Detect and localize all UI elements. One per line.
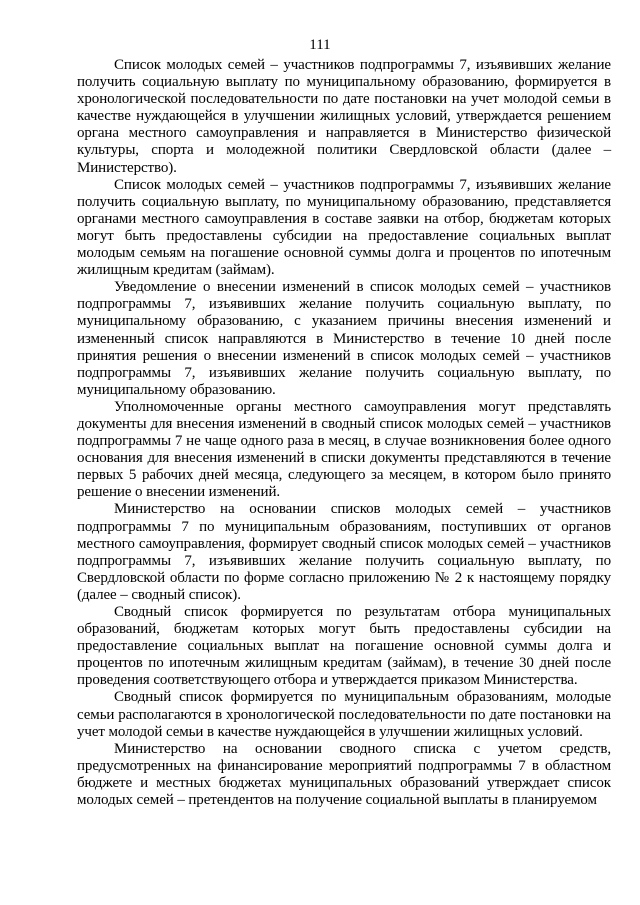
paragraph-8: Министерство на основании сводного списка с учетом средств, предусмотренных на финансирование мероприятий подпрограммы 7 в областном бюджете и местных бюджетах муниципальных образований утверждает список молодых семей – претендентов на получение социальной выплаты в планируемом: [77, 740, 611, 809]
paragraph-5: Министерство на основании списков молодых семей – участников подпрограммы 7 по муниципальным образованиям, поступивших от органов местного самоуправления, формирует сводный список молодых семей – участников подпрограммы 7, изъявивших желание получить социальную выплату, по Свердловской области по форме согласно приложению № 2 к настоящему порядку (далее – сводный список).: [77, 501, 611, 603]
paragraph-6: Сводный список формируется по результатам отбора муниципальных образований, бюджетам которых могут быть предоставлены субсидии на предоставление социальных выплат на погашение основной суммы долга и процентов по ипотечным жилищным кредитам (займам), в течение 30 дней после проведения соответствующего отбора и утверждается приказом Министерства.: [77, 604, 611, 689]
paragraph-2: Список молодых семей – участников подпрограммы 7, изъявивших желание получить социальную выплату, по муниципальному образованию, представляется органами местного самоуправления в составе заявки на отбор, бюджетам которых могут быть предоставлены субсидии на предоставление социальных выплат молодым семьям на погашение основной суммы долга и процентов по ипотечным жилищным кредитам (займам).: [77, 176, 611, 279]
paragraph-4: Уполномоченные органы местного самоуправления могут представлять документы для внесения изменений в сводный список молодых семей – участников подпрограммы 7 не чаще одного раза в месяц, в случае возникновения более одного основания для внесения изменений в списки документы представляются в течение первых 5 рабочих дней месяца, следующего за месяцем, в котором было принято решение о внесении изменений.: [77, 398, 611, 501]
paragraph-1: Список молодых семей – участников подпрограммы 7, изъявивших желание получить социальную выплату по муниципальному образованию, формируется в хронологической последовательности по дате постановки на учет молодой семьи в качестве нуждающейся в улучшении жилищных условий, утверждается решением органа местного самоуправления и направляется в Министерство физической культуры, спорта и молодежной политики Свердловской области (далее – Министерство).: [77, 57, 611, 176]
document-body: [77, 57, 611, 809]
page-number: 111: [309, 37, 331, 53]
paragraph-7: Сводный список формируется по муниципальным образованиям, молодые семьи располагаются в хронологической последовательности по дате постановки на учет молодой семьи в качестве нуждающейся в улучшении жилищных условий.: [77, 689, 611, 740]
paragraph-3: Уведомление о внесении изменений в список молодых семей – участников подпрограммы 7, изъявивших желание получить социальную выплату, по муниципальному образованию, с указанием причины внесения изменений и измененный список направляются в Министерство в течение 10 дней после принятия решения о внесении изменений в список молодых семей – участников подпрограммы 7, изъявивших желание получить социальную выплату, по муниципальному образованию.: [77, 279, 611, 398]
